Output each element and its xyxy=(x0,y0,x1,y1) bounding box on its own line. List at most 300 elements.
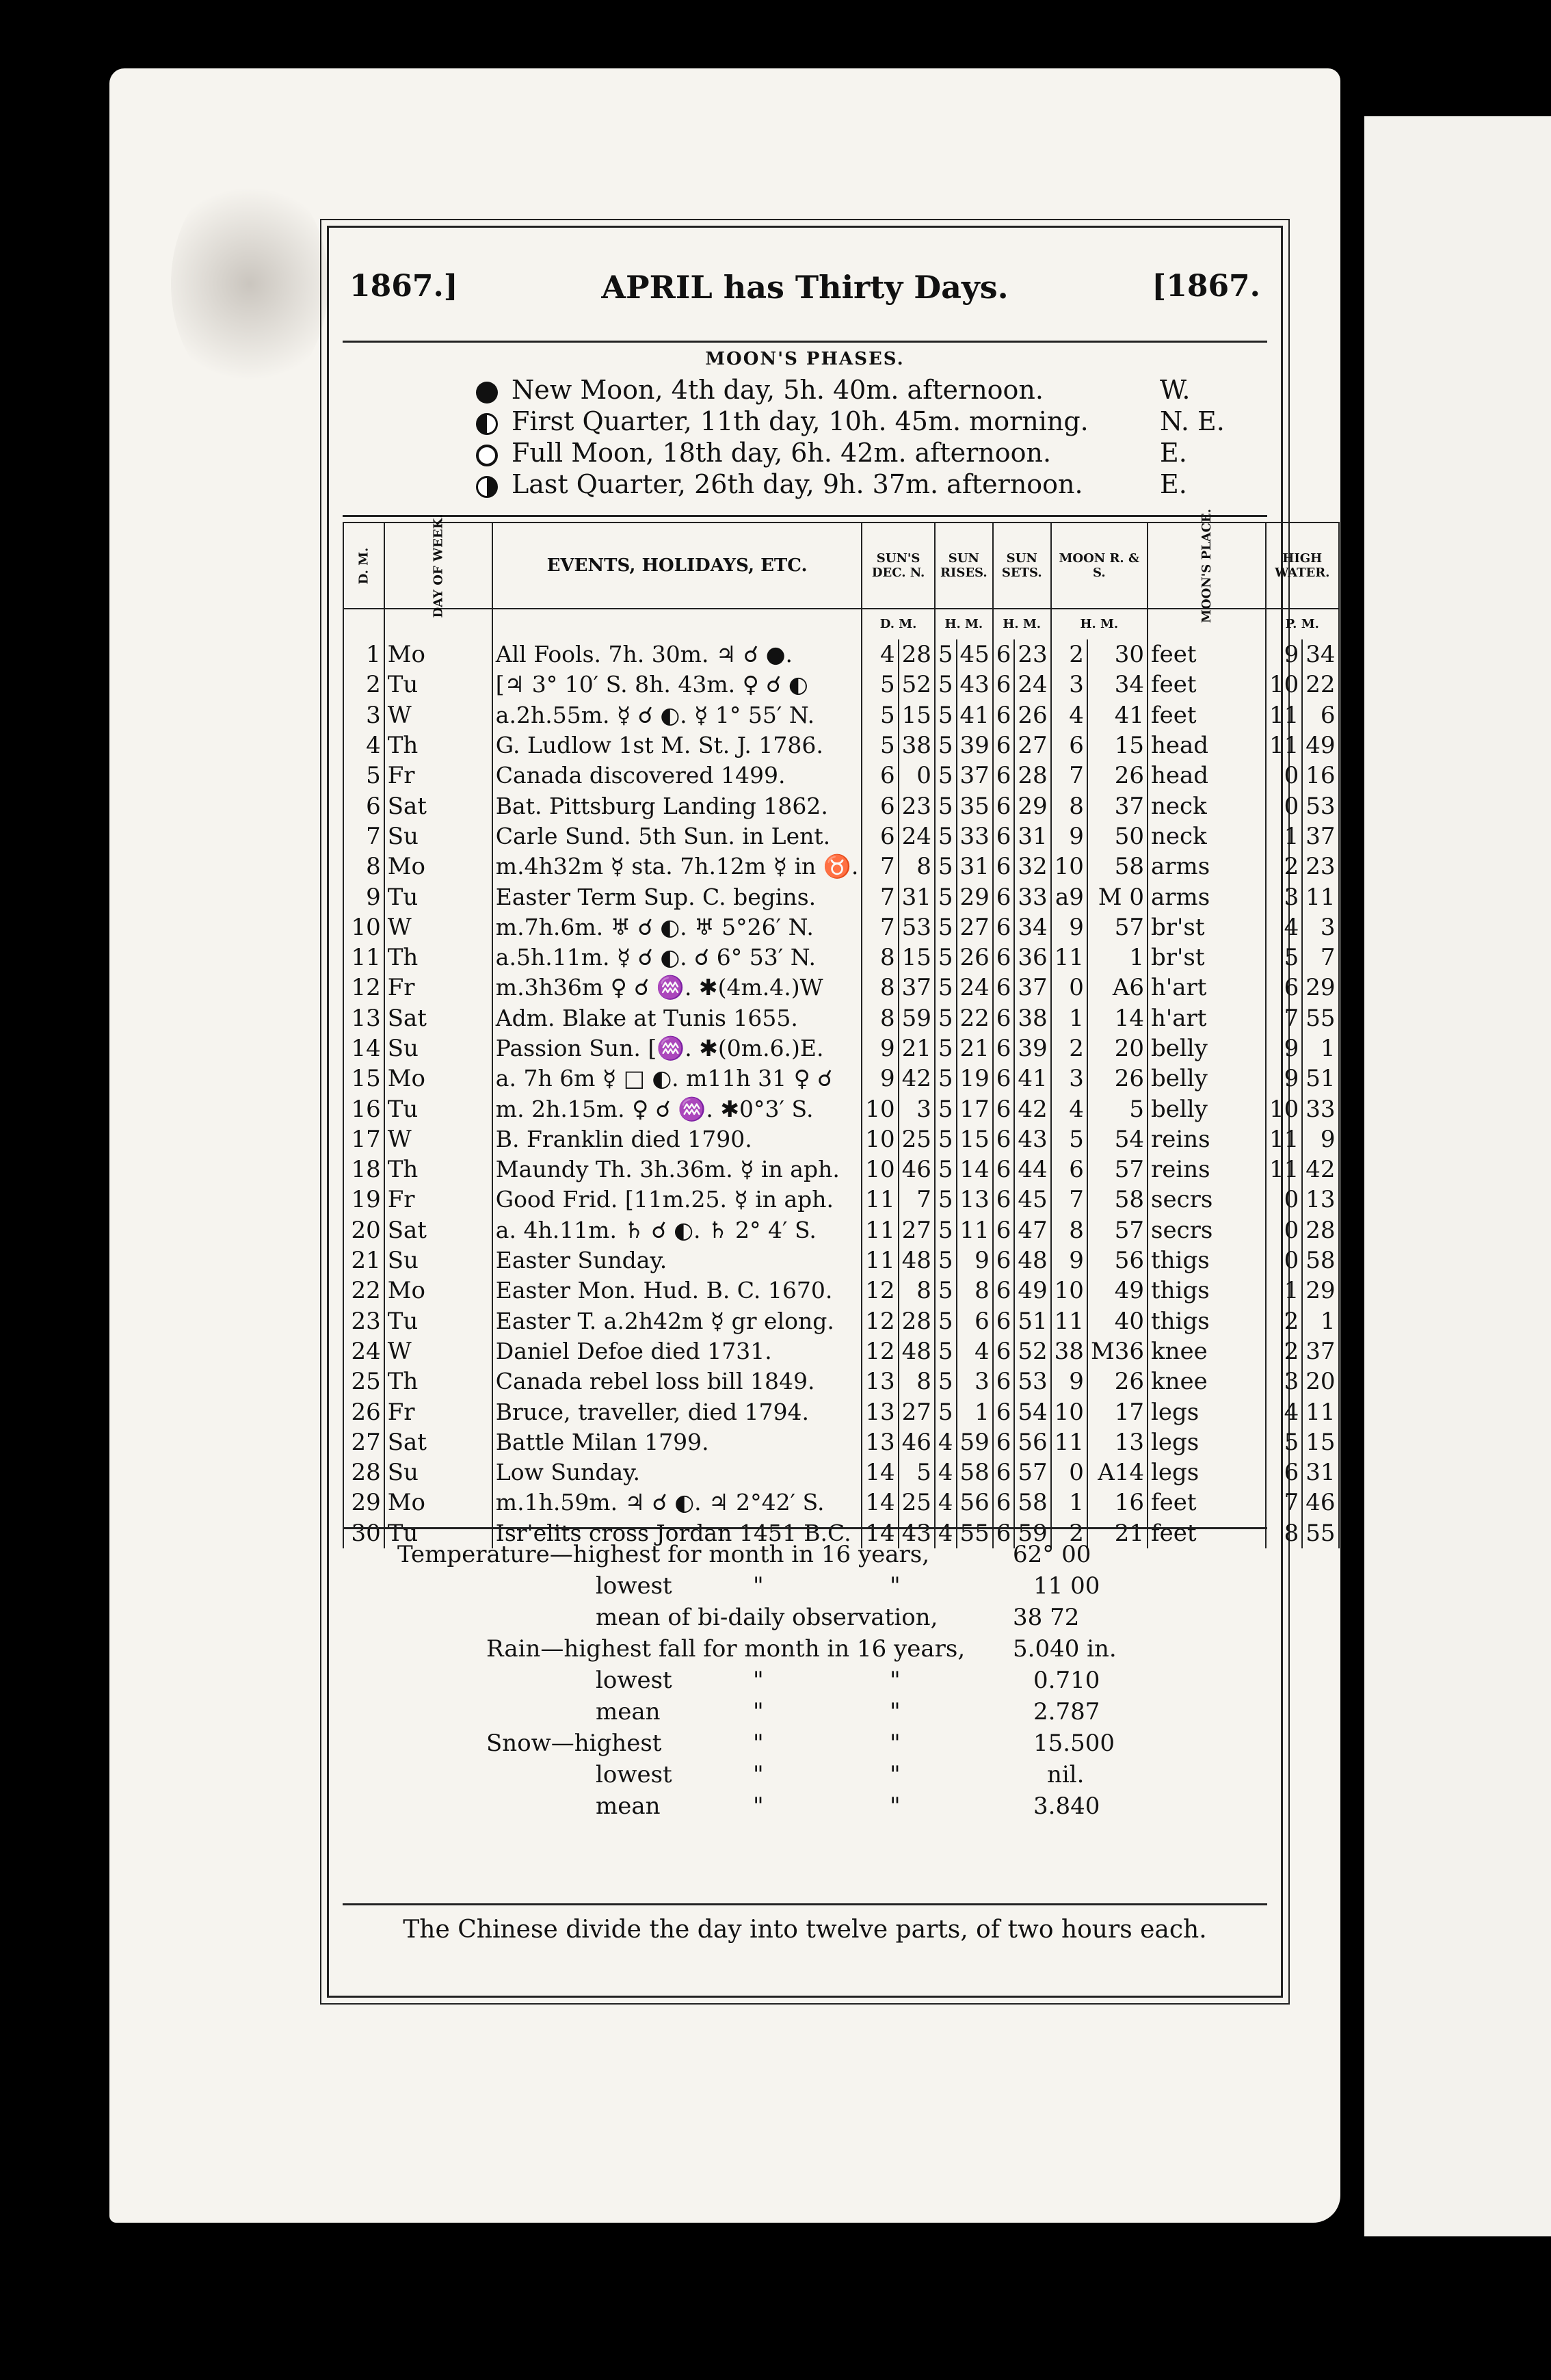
table-cell: Th xyxy=(384,1366,492,1397)
table-cell: 45 xyxy=(957,639,993,670)
table-cell: 5 xyxy=(935,942,957,973)
table-cell: 26 xyxy=(1014,700,1050,730)
table-cell: 6 xyxy=(993,730,1015,761)
table-cell: 41 xyxy=(957,700,993,730)
table-row xyxy=(343,670,1339,700)
table-cell: 6 xyxy=(993,1154,1015,1185)
table-cell: 29 xyxy=(1014,791,1050,821)
table-cell: 48 xyxy=(1014,1245,1050,1275)
table-cell: 36 xyxy=(1014,942,1050,973)
table-cell: 11 xyxy=(1302,882,1338,912)
table-cell: 4 xyxy=(957,1336,993,1366)
table-cell: 12 xyxy=(862,1306,898,1336)
table-cell: 59 xyxy=(899,1003,935,1033)
table-cell: 23 xyxy=(1302,851,1338,882)
table-cell: 53 xyxy=(1302,791,1338,821)
table-cell: 1 xyxy=(1051,1488,1087,1518)
table-cell: 9 xyxy=(1051,1245,1087,1275)
temp-mean: 38 72 xyxy=(1013,1604,1080,1631)
table-cell: 58 xyxy=(1087,851,1148,882)
table-cell: 4 xyxy=(862,639,898,670)
table-cell: 5 xyxy=(935,851,957,882)
table-cell: 8 xyxy=(1051,1215,1087,1245)
table-cell: 5 xyxy=(935,1094,957,1124)
table-cell: 49 xyxy=(1087,1275,1148,1306)
table-cell: Low Sunday. xyxy=(492,1457,862,1488)
table-cell: 33 xyxy=(957,821,993,851)
table-cell: 38 xyxy=(1051,1336,1087,1366)
table-cell: 12 xyxy=(862,1336,898,1366)
table-cell: 6 xyxy=(343,791,384,821)
table-cell: Th xyxy=(384,1154,492,1185)
temp-high: 62° 00 xyxy=(1013,1541,1091,1568)
table-cell: Canada rebel loss bill 1849. xyxy=(492,1366,862,1397)
table-cell: secrs xyxy=(1148,1215,1266,1245)
table-cell: 5 xyxy=(935,1336,957,1366)
table-cell: 16 xyxy=(1087,1488,1148,1518)
table-cell: 34 xyxy=(1302,639,1338,670)
table-cell: Canada discovered 1499. xyxy=(492,761,862,791)
table-cell: 20 xyxy=(1087,1033,1148,1063)
ditto: " xyxy=(890,1572,901,1600)
table-cell: 10 xyxy=(1266,1094,1302,1124)
table-cell: 16 xyxy=(1302,761,1338,791)
lowest-label: lowest xyxy=(596,1761,672,1788)
table-cell: 6 xyxy=(993,1457,1015,1488)
full-moon-icon xyxy=(476,445,498,466)
table-cell: 28 xyxy=(1014,761,1050,791)
table-cell: 6 xyxy=(993,1306,1015,1336)
table-cell: 23 xyxy=(899,791,935,821)
table-cell: 8 xyxy=(343,851,384,882)
table-cell: 6 xyxy=(993,1518,1015,1548)
table-cell: 5 xyxy=(935,912,957,942)
table-cell: W xyxy=(384,700,492,730)
table-cell: 1 xyxy=(1051,1003,1087,1033)
table-row xyxy=(343,1003,1339,1033)
table-cell: a9 xyxy=(1051,882,1087,912)
table-row xyxy=(343,912,1339,942)
table-cell: 5 xyxy=(935,700,957,730)
table-cell: 5 xyxy=(935,791,957,821)
table-cell: 58 xyxy=(1014,1488,1050,1518)
table-cell: 10 xyxy=(862,1154,898,1185)
table-cell: 15 xyxy=(1302,1427,1338,1457)
table-cell: 13 xyxy=(343,1003,384,1033)
table-cell: Carle Sund. 5th Sun. in Lent. xyxy=(492,821,862,851)
table-row xyxy=(343,1488,1339,1518)
table-cell: Mo xyxy=(384,851,492,882)
table-cell: 3 xyxy=(1302,912,1338,942)
table-cell: All Fools. 7h. 30m. ♃ ☌ ●. xyxy=(492,639,862,670)
table-cell: thigs xyxy=(1148,1306,1266,1336)
table-cell: 42 xyxy=(899,1063,935,1094)
table-cell: Isr'elits cross Jordan 1451 B.C. xyxy=(492,1518,862,1548)
table-cell: 6 xyxy=(1051,730,1087,761)
table-cell: 47 xyxy=(1014,1215,1050,1245)
table-cell: 4 xyxy=(1051,700,1087,730)
table-cell: 54 xyxy=(1087,1124,1148,1154)
table-row xyxy=(343,851,1339,882)
divider xyxy=(343,1903,1267,1905)
table-cell: 10 xyxy=(1051,1397,1087,1427)
table-cell: 20 xyxy=(1302,1366,1338,1397)
table-cell: 9 xyxy=(1051,821,1087,851)
table-cell: 5 xyxy=(935,1397,957,1427)
ditto: " xyxy=(890,1730,901,1757)
phase-direction: E. xyxy=(1160,438,1187,468)
table-cell: 6 xyxy=(993,761,1015,791)
table-cell: 26 xyxy=(957,942,993,973)
table-cell: 37 xyxy=(1014,973,1050,1003)
table-cell: feet xyxy=(1148,1518,1266,1548)
table-cell: 50 xyxy=(1087,821,1148,851)
last-quarter-icon xyxy=(476,476,498,498)
table-cell: 29 xyxy=(1302,973,1338,1003)
table-cell: Tu xyxy=(384,882,492,912)
table-cell: 38 xyxy=(1014,1003,1050,1033)
phase-text: Last Quarter, 26th day, 9h. 37m. afternoon. xyxy=(512,469,1083,499)
table-cell: 49 xyxy=(1014,1275,1050,1306)
table-cell: legs xyxy=(1148,1457,1266,1488)
table-cell: 7 xyxy=(862,851,898,882)
table-cell: 14 xyxy=(862,1518,898,1548)
table-cell: 25 xyxy=(343,1366,384,1397)
table-cell: 33 xyxy=(1302,1094,1338,1124)
table-cell: 57 xyxy=(1014,1457,1050,1488)
adjacent-page xyxy=(1364,116,1551,2236)
table-cell: 0 xyxy=(1051,973,1087,1003)
table-cell: 24 xyxy=(343,1336,384,1366)
table-cell: Mo xyxy=(384,1063,492,1094)
table-cell: 13 xyxy=(862,1366,898,1397)
table-cell: 12 xyxy=(343,973,384,1003)
ditto: " xyxy=(890,1667,901,1694)
table-cell: 4 xyxy=(935,1457,957,1488)
table-cell: knee xyxy=(1148,1366,1266,1397)
col-day-of-month: D. M. xyxy=(343,523,384,609)
table-row xyxy=(343,730,1339,761)
table-cell: m. 2h.15m. ♀ ☌ ♒. ✱0°3′ S. xyxy=(492,1094,862,1124)
table-cell: 6 xyxy=(993,1215,1015,1245)
ditto: " xyxy=(890,1698,901,1726)
table-cell: 9 xyxy=(1051,1366,1087,1397)
ditto: " xyxy=(753,1793,764,1820)
table-cell: Mo xyxy=(384,639,492,670)
table-cell: 11 xyxy=(957,1215,993,1245)
table-cell: 6 xyxy=(993,1427,1015,1457)
table-cell: 0 xyxy=(899,761,935,791)
table-cell: 26 xyxy=(1087,1366,1148,1397)
table-cell: 45 xyxy=(1014,1185,1050,1215)
table-cell: 3 xyxy=(1051,1063,1087,1094)
table-cell: 23 xyxy=(1014,639,1050,670)
table-cell: Sat xyxy=(384,1003,492,1033)
calendar-table xyxy=(343,508,1340,1548)
table-cell: 56 xyxy=(1087,1245,1148,1275)
table-cell: feet xyxy=(1148,670,1266,700)
table-cell: 24 xyxy=(899,821,935,851)
almanac-frame xyxy=(327,226,1336,1998)
table-cell: 6 xyxy=(993,1185,1015,1215)
table-cell: 14 xyxy=(957,1154,993,1185)
divider xyxy=(343,1527,1267,1529)
table-cell: h'art xyxy=(1148,973,1266,1003)
table-row xyxy=(343,1275,1339,1306)
new-moon-icon xyxy=(476,382,498,404)
table-cell: 6 xyxy=(993,700,1015,730)
table-cell: A14 xyxy=(1087,1457,1148,1488)
snow-low: nil. xyxy=(1047,1761,1085,1788)
table-cell: Daniel Defoe died 1731. xyxy=(492,1336,862,1366)
phase-direction: E. xyxy=(1160,469,1187,499)
phase-direction: N. E. xyxy=(1160,406,1225,436)
table-cell: 5 xyxy=(862,730,898,761)
snow-mean: 3.840 xyxy=(1033,1793,1100,1820)
table-cell: 14 xyxy=(343,1033,384,1063)
table-cell: 7 xyxy=(899,1185,935,1215)
table-cell: 7 xyxy=(343,821,384,851)
table-cell: 10 xyxy=(1051,1275,1087,1306)
table-cell: 3 xyxy=(899,1094,935,1124)
table-cell: 10 xyxy=(343,912,384,942)
table-cell: 6 xyxy=(993,1003,1015,1033)
table-cell: 5 xyxy=(935,730,957,761)
table-cell: 31 xyxy=(899,882,935,912)
table-cell: 4 xyxy=(1266,1397,1302,1427)
table-cell: 5 xyxy=(935,1306,957,1336)
table-row xyxy=(343,882,1339,912)
table-cell: 5 xyxy=(935,761,957,791)
footer-note: The Chinese divide the day into twelve parts, of two hours each. xyxy=(403,1916,1207,1944)
table-cell: 2 xyxy=(1266,1336,1302,1366)
table-row xyxy=(343,639,1339,670)
table-cell: 2 xyxy=(1051,1033,1087,1063)
table-cell: 0 xyxy=(1266,761,1302,791)
table-cell: Sat xyxy=(384,1215,492,1245)
table-cell: 9 xyxy=(1266,1033,1302,1063)
temp-low: 11 00 xyxy=(1033,1572,1100,1600)
table-cell: 4 xyxy=(935,1518,957,1548)
table-cell: 6 xyxy=(993,1094,1015,1124)
phase-last-quarter xyxy=(476,469,1187,501)
table-row xyxy=(343,821,1339,851)
table-cell: 56 xyxy=(1014,1427,1050,1457)
table-cell: 11 xyxy=(343,942,384,973)
table-cell: neck xyxy=(1148,791,1266,821)
table-cell: Th xyxy=(384,730,492,761)
table-cell: m.3h36m ♀ ☌ ♒. ✱(4m.4.)W xyxy=(492,973,862,1003)
table-cell: legs xyxy=(1148,1427,1266,1457)
table-cell: 18 xyxy=(343,1154,384,1185)
table-cell: 17 xyxy=(957,1094,993,1124)
table-cell: 0 xyxy=(1266,1185,1302,1215)
table-cell: 9 xyxy=(862,1033,898,1063)
table-cell: 13 xyxy=(862,1427,898,1457)
table-cell: 8 xyxy=(957,1275,993,1306)
table-cell: 0 xyxy=(1266,1215,1302,1245)
rain-label: Rain—highest fall for month in 16 years, xyxy=(486,1635,966,1663)
table-cell: 10 xyxy=(862,1094,898,1124)
phase-text: Full Moon, 18th day, 6h. 42m. afternoon. xyxy=(512,438,1052,468)
table-cell: 6 xyxy=(993,1063,1015,1094)
table-cell: 3 xyxy=(343,700,384,730)
table-row xyxy=(343,1124,1339,1154)
table-row xyxy=(343,761,1339,791)
table-cell: Su xyxy=(384,821,492,851)
table-cell: head xyxy=(1148,761,1266,791)
table-cell: 28 xyxy=(1302,1215,1338,1245)
table-cell: 5 xyxy=(1051,1124,1087,1154)
table-cell: Easter T. a.2h42m ☿ gr elong. xyxy=(492,1306,862,1336)
page-title: APRIL has Thirty Days. xyxy=(601,269,1009,306)
table-row xyxy=(343,1094,1339,1124)
table-cell: 6 xyxy=(1266,973,1302,1003)
table-cell: Su xyxy=(384,1245,492,1275)
table-cell: 11 xyxy=(1266,1124,1302,1154)
table-cell: 7 xyxy=(1051,761,1087,791)
table-cell: 1 xyxy=(1302,1033,1338,1063)
col-sun-rises: SUN RISES. xyxy=(935,523,993,609)
table-cell: 1 xyxy=(1266,1275,1302,1306)
table-cell: 13 xyxy=(1087,1427,1148,1457)
table-cell: W xyxy=(384,912,492,942)
table-cell: Adm. Blake at Tunis 1655. xyxy=(492,1003,862,1033)
table-cell: 6 xyxy=(1302,700,1338,730)
table-cell: 2 xyxy=(1266,1306,1302,1336)
table-cell: 9 xyxy=(1266,639,1302,670)
table-cell: 5 xyxy=(1266,1427,1302,1457)
table-cell: 4 xyxy=(935,1488,957,1518)
table-row xyxy=(343,1063,1339,1094)
table-cell: Maundy Th. 3h.36m. ☿ in aph. xyxy=(492,1154,862,1185)
table-cell: 31 xyxy=(957,851,993,882)
table-cell: 15 xyxy=(343,1063,384,1094)
table-cell: Bruce, traveller, died 1794. xyxy=(492,1397,862,1427)
table-cell: 5 xyxy=(935,1185,957,1215)
table-cell: 9 xyxy=(1051,912,1087,942)
table-cell: 6 xyxy=(993,851,1015,882)
table-cell: 11 xyxy=(1302,1397,1338,1427)
table-row xyxy=(343,1306,1339,1336)
table-cell: 4 xyxy=(343,730,384,761)
ditto: " xyxy=(890,1793,901,1820)
table-cell: 6 xyxy=(862,791,898,821)
table-cell: 51 xyxy=(1014,1306,1050,1336)
table-cell: 5 xyxy=(935,1033,957,1063)
table-cell: 8 xyxy=(862,973,898,1003)
table-cell: 13 xyxy=(862,1397,898,1427)
table-cell: 1 xyxy=(343,639,384,670)
table-cell: 7 xyxy=(1302,942,1338,973)
table-cell: 15 xyxy=(957,1124,993,1154)
table-cell: belly xyxy=(1148,1063,1266,1094)
table-cell: 5 xyxy=(935,1063,957,1094)
table-cell: 6 xyxy=(993,1033,1015,1063)
table-cell: 6 xyxy=(993,1275,1015,1306)
table-cell: 5 xyxy=(935,973,957,1003)
table-cell: 37 xyxy=(957,761,993,791)
table-cell: 46 xyxy=(1302,1488,1338,1518)
table-cell: 41 xyxy=(1014,1063,1050,1094)
table-cell: 5 xyxy=(1087,1094,1148,1124)
table-cell: 9 xyxy=(343,882,384,912)
table-cell: 43 xyxy=(899,1518,935,1548)
table-cell: secrs xyxy=(1148,1185,1266,1215)
table-cell: 58 xyxy=(1302,1245,1338,1275)
table-cell: 55 xyxy=(1302,1518,1338,1548)
table-row xyxy=(343,1427,1339,1457)
table-cell: 37 xyxy=(899,973,935,1003)
table-cell: 6 xyxy=(993,791,1015,821)
table-cell: 6 xyxy=(862,821,898,851)
table-cell: Sat xyxy=(384,1427,492,1457)
table-cell: 56 xyxy=(957,1488,993,1518)
table-cell: 8 xyxy=(862,1003,898,1033)
table-row xyxy=(343,973,1339,1003)
table-cell: M 0 xyxy=(1087,882,1148,912)
table-cell: 58 xyxy=(957,1457,993,1488)
table-cell: 27 xyxy=(1014,730,1050,761)
year-right: [1867. xyxy=(1152,269,1260,304)
table-cell: 3 xyxy=(1266,1366,1302,1397)
table-row xyxy=(343,1336,1339,1366)
ditto: " xyxy=(753,1761,764,1788)
table-cell: Easter Sunday. xyxy=(492,1245,862,1275)
table-cell: 31 xyxy=(1014,821,1050,851)
table-cell: 34 xyxy=(1014,912,1050,942)
table-cell: 26 xyxy=(343,1397,384,1427)
table-cell: 9 xyxy=(957,1245,993,1275)
table-cell: 11 xyxy=(1051,1427,1087,1457)
divider xyxy=(343,515,1267,517)
table-cell: arms xyxy=(1148,851,1266,882)
table-cell: 8 xyxy=(1266,1518,1302,1548)
table-cell: Fr xyxy=(384,973,492,1003)
col-moon-place: MOON'S PLACE. xyxy=(1148,523,1266,609)
table-cell: 10 xyxy=(1051,851,1087,882)
table-cell: M36 xyxy=(1087,1336,1148,1366)
table-row xyxy=(343,942,1339,973)
table-row xyxy=(343,1245,1339,1275)
table-cell: 4 xyxy=(1051,1094,1087,1124)
table-cell: 59 xyxy=(957,1427,993,1457)
table-cell: Tu xyxy=(384,670,492,700)
table-cell: 6 xyxy=(993,942,1015,973)
table-cell: Su xyxy=(384,1457,492,1488)
table-cell: 0 xyxy=(1266,791,1302,821)
table-cell: 1 xyxy=(1302,1306,1338,1336)
table-cell: 32 xyxy=(1014,851,1050,882)
table-cell: 14 xyxy=(862,1488,898,1518)
table-cell: belly xyxy=(1148,1033,1266,1063)
table-cell: neck xyxy=(1148,821,1266,851)
table-cell: 29 xyxy=(1302,1275,1338,1306)
table-cell: 10 xyxy=(1266,670,1302,700)
table-cell: 6 xyxy=(993,670,1015,700)
table-cell: m.1h.59m. ♃ ☌ ◐. ♃ 2°42′ S. xyxy=(492,1488,862,1518)
table-cell: 15 xyxy=(1087,730,1148,761)
table-cell: Passion Sun. [♒. ✱(0m.6.)E. xyxy=(492,1033,862,1063)
table-cell: 11 xyxy=(1266,730,1302,761)
rain-high: 5.040 in. xyxy=(1013,1635,1117,1663)
table-cell: head xyxy=(1148,730,1266,761)
col-day-of-week: DAY OF WEEK. xyxy=(384,523,492,609)
table-cell: 8 xyxy=(1051,791,1087,821)
snow-high: 15.500 xyxy=(1033,1730,1115,1757)
table-cell: 5 xyxy=(935,821,957,851)
table-cell: 28 xyxy=(899,1306,935,1336)
